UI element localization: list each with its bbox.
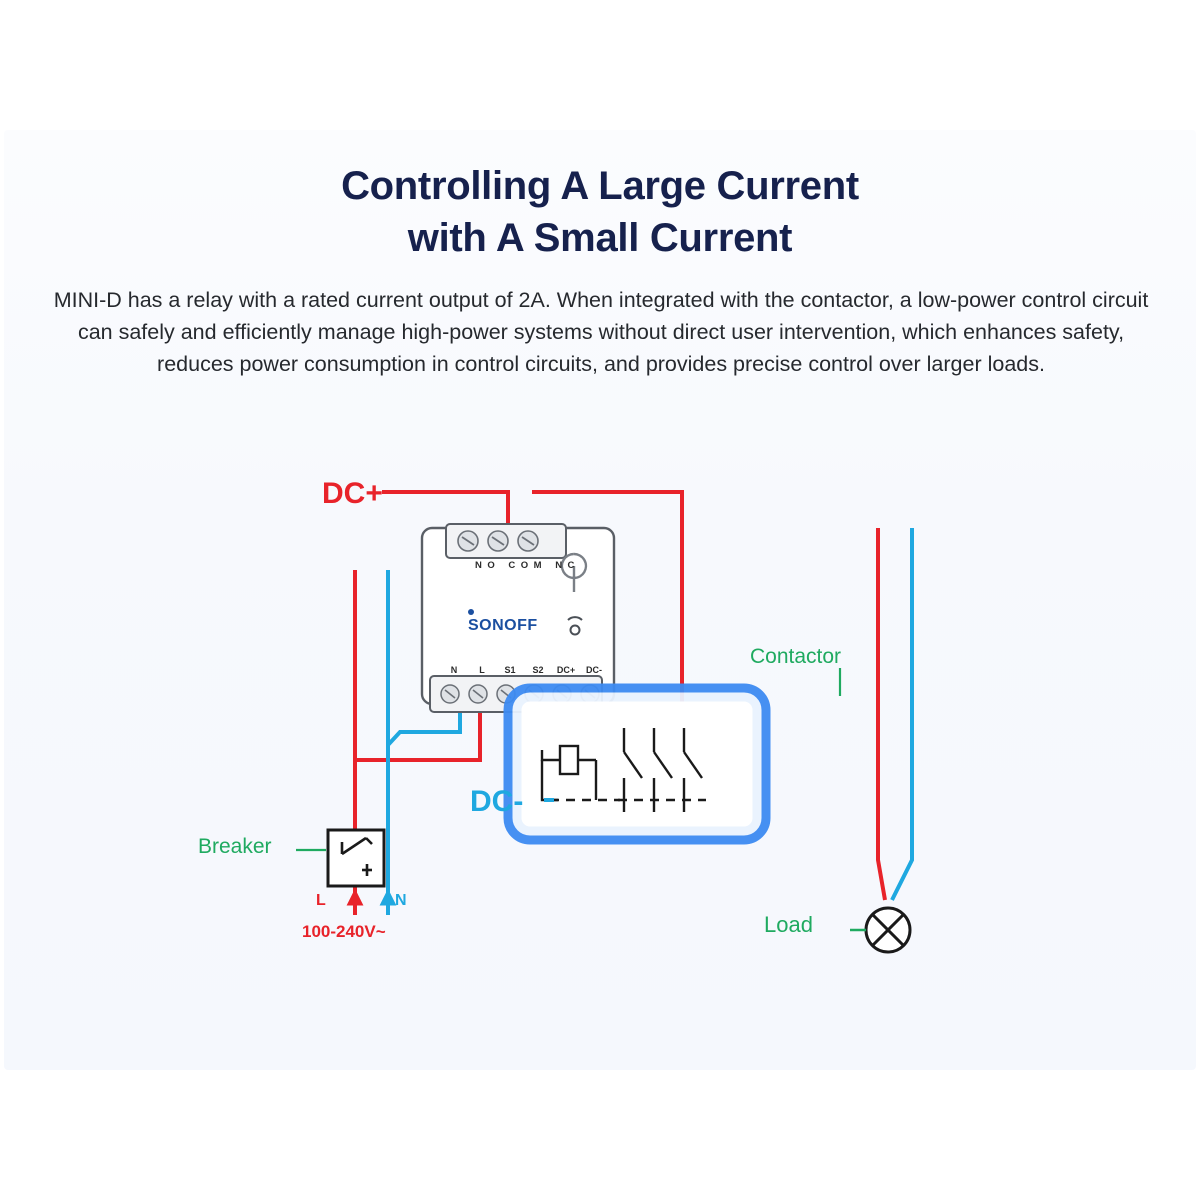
wiring-diagram — [150, 460, 1070, 1000]
device-top-terminal-labels: NO COM NC — [475, 560, 580, 571]
label-dc-plus: DC+ — [322, 477, 383, 510]
brand-dot-icon — [468, 609, 474, 615]
supply-arrows — [349, 892, 361, 915]
terminal-dc-minus: DC- — [586, 665, 602, 675]
page-title — [0, 160, 1200, 264]
page-title-line2: with A Small Current — [407, 216, 793, 260]
device-bottom-terminal-labels — [440, 665, 608, 675]
load-symbol — [850, 908, 910, 952]
label-line: L — [316, 892, 326, 909]
brand-logo: SONOFF — [468, 617, 538, 634]
diagram-svg — [150, 460, 1070, 1000]
terminal-l: L — [479, 665, 485, 675]
terminal-dc-plus: DC+ — [556, 665, 576, 675]
terminal-s1: S1 — [504, 665, 516, 675]
label-breaker: Breaker — [198, 835, 272, 858]
page-description: MINI-D has a relay with a rated current output of 2A. When integrated with the contactor, a low-power control circuit can safely and efficiently manage high-power systems without direct user intervention, which enhances safety, reduces power consumption in control circuits, and provides precise control over larger loads. — [53, 288, 1149, 376]
terminal-n: N — [450, 665, 458, 675]
breaker-symbol — [328, 830, 384, 886]
label-dc-minus: DC- — [470, 785, 524, 818]
label-supply-voltage: 100-240V~ — [302, 922, 386, 941]
label-neutral: N — [395, 892, 407, 909]
label-load: Load — [764, 912, 813, 937]
contactor-box — [508, 688, 766, 840]
label-contactor: Contactor — [750, 645, 842, 668]
terminal-s2: S2 — [532, 665, 544, 675]
page-title-line1: Controlling A Large Current — [341, 164, 859, 208]
